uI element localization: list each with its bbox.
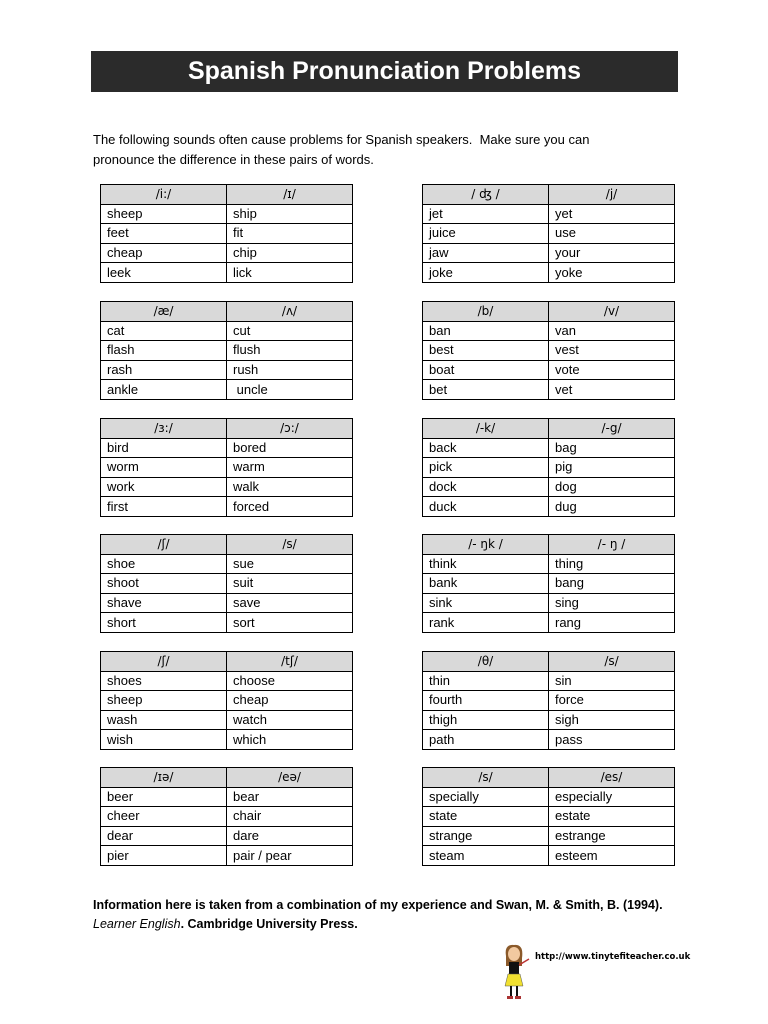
word-cell: state [423, 807, 549, 827]
word-pair-table [422, 651, 675, 750]
table-row [101, 710, 353, 730]
word-cell: pair / pear [227, 846, 353, 866]
table-header-row [101, 652, 353, 672]
table-row [101, 593, 353, 613]
word-cell: shoe [101, 554, 227, 574]
word-cell: bored [227, 438, 353, 458]
table-row [101, 846, 353, 866]
word-cell: your [549, 243, 675, 263]
table-row [101, 574, 353, 594]
word-cell: path [423, 730, 549, 750]
phoneme-header: /ɜ:/ [101, 419, 227, 439]
phoneme-header: /eə/ [227, 768, 353, 788]
word-cell: cheap [101, 243, 227, 263]
word-cell: esteem [549, 846, 675, 866]
page-title: Spanish Pronunciation Problems [91, 51, 678, 92]
website-link[interactable]: http://www.tinytefiteacher.co.uk [535, 952, 691, 962]
word-cell: sing [549, 593, 675, 613]
teacher-figure-logo [500, 942, 532, 1000]
table-header-row [101, 768, 353, 788]
table-header-row [423, 419, 675, 439]
table-row [423, 380, 675, 400]
table-header-row [423, 652, 675, 672]
word-pair-table [422, 418, 675, 517]
table-row [423, 593, 675, 613]
phoneme-header: /i:/ [101, 185, 227, 205]
phoneme-header: /ɔ:/ [227, 419, 353, 439]
citation-line-1: Information here is taken from a combination of my experience and Swan, M. & Smith, B. (1994). [93, 898, 663, 912]
word-cell: best [423, 341, 549, 361]
table-row [101, 613, 353, 633]
word-pair-table [422, 301, 675, 400]
table-row [423, 458, 675, 478]
word-cell: rang [549, 613, 675, 633]
table-row [101, 671, 353, 691]
word-cell: choose [227, 671, 353, 691]
table-row [423, 846, 675, 866]
word-cell: dear [101, 826, 227, 846]
word-cell: lick [227, 263, 353, 283]
phoneme-header: /- ŋk / [423, 535, 549, 555]
word-cell: strange [423, 826, 549, 846]
word-cell: jet [423, 204, 549, 224]
table-row [101, 807, 353, 827]
word-cell: yet [549, 204, 675, 224]
word-cell: shoes [101, 671, 227, 691]
word-pair-table [100, 767, 353, 866]
word-cell: short [101, 613, 227, 633]
table-row [101, 204, 353, 224]
phoneme-header: /j/ [549, 185, 675, 205]
word-cell: dug [549, 497, 675, 517]
word-pair-table [100, 651, 353, 750]
word-cell: thing [549, 554, 675, 574]
word-cell: flash [101, 341, 227, 361]
word-cell: save [227, 593, 353, 613]
word-cell: cat [101, 321, 227, 341]
word-cell: feet [101, 224, 227, 244]
word-cell: warm [227, 458, 353, 478]
word-cell: cut [227, 321, 353, 341]
phoneme-header: /s/ [423, 768, 549, 788]
table-row [101, 730, 353, 750]
word-cell: sigh [549, 710, 675, 730]
word-cell: rash [101, 360, 227, 380]
intro-line-1: The following sounds often cause problems for Spanish speakers. Make sure you can [93, 132, 590, 147]
table-row [423, 224, 675, 244]
word-cell: thin [423, 671, 549, 691]
table-row [101, 380, 353, 400]
word-cell: bag [549, 438, 675, 458]
word-cell: dock [423, 477, 549, 497]
intro-text [93, 130, 693, 170]
word-cell: suit [227, 574, 353, 594]
table-row [423, 730, 675, 750]
word-cell: estate [549, 807, 675, 827]
phoneme-header: /es/ [549, 768, 675, 788]
table-row [101, 438, 353, 458]
table-header-row [101, 535, 353, 555]
table-row [423, 554, 675, 574]
word-cell: think [423, 554, 549, 574]
word-cell: cheap [227, 691, 353, 711]
word-cell: thigh [423, 710, 549, 730]
word-cell: sin [549, 671, 675, 691]
word-cell: pass [549, 730, 675, 750]
phoneme-header: /- ŋ / [549, 535, 675, 555]
word-cell: vote [549, 360, 675, 380]
word-cell: shave [101, 593, 227, 613]
table-row [423, 360, 675, 380]
word-cell: rank [423, 613, 549, 633]
table-header-row [423, 185, 675, 205]
table-row [423, 787, 675, 807]
word-cell: chip [227, 243, 353, 263]
word-cell: force [549, 691, 675, 711]
word-cell: ship [227, 204, 353, 224]
table-row [101, 360, 353, 380]
word-cell: which [227, 730, 353, 750]
word-cell: leek [101, 263, 227, 283]
word-cell: rush [227, 360, 353, 380]
phoneme-header: /æ/ [101, 302, 227, 322]
table-row [423, 204, 675, 224]
word-cell: chair [227, 807, 353, 827]
word-pair-table [422, 767, 675, 866]
word-cell: sue [227, 554, 353, 574]
word-cell: yoke [549, 263, 675, 283]
table-header-row [423, 535, 675, 555]
table-row [423, 477, 675, 497]
word-cell: watch [227, 710, 353, 730]
table-row [423, 243, 675, 263]
word-cell: vet [549, 380, 675, 400]
word-cell: bet [423, 380, 549, 400]
phoneme-header: /ʃ/ [101, 535, 227, 555]
word-cell: flush [227, 341, 353, 361]
phoneme-header: / ʤ / [423, 185, 549, 205]
word-cell: fit [227, 224, 353, 244]
table-row [423, 341, 675, 361]
word-cell: wash [101, 710, 227, 730]
word-cell: wish [101, 730, 227, 750]
word-cell: beer [101, 787, 227, 807]
word-cell: bird [101, 438, 227, 458]
table-row [101, 554, 353, 574]
word-cell: work [101, 477, 227, 497]
word-cell: vest [549, 341, 675, 361]
word-cell: pig [549, 458, 675, 478]
word-cell: use [549, 224, 675, 244]
source-citation [93, 896, 713, 934]
table-header-row [101, 419, 353, 439]
table-row [101, 224, 353, 244]
word-cell: ban [423, 321, 549, 341]
table-header-row [423, 302, 675, 322]
table-row [101, 787, 353, 807]
word-cell: first [101, 497, 227, 517]
table-row [101, 477, 353, 497]
table-row [423, 807, 675, 827]
phoneme-header: /v/ [549, 302, 675, 322]
phoneme-header: /ʃ/ [101, 652, 227, 672]
table-row [101, 263, 353, 283]
table-row [423, 321, 675, 341]
word-cell: jaw [423, 243, 549, 263]
phoneme-header: /-g/ [549, 419, 675, 439]
table-row [423, 671, 675, 691]
word-cell: bank [423, 574, 549, 594]
table-row [101, 691, 353, 711]
word-cell: worm [101, 458, 227, 478]
word-cell: bear [227, 787, 353, 807]
table-row [423, 263, 675, 283]
word-cell: fourth [423, 691, 549, 711]
word-cell: estrange [549, 826, 675, 846]
phoneme-header: /ɪə/ [101, 768, 227, 788]
word-pair-table [100, 301, 353, 400]
table-row [423, 438, 675, 458]
word-cell: shoot [101, 574, 227, 594]
intro-line-2: pronounce the difference in these pairs of words. [93, 152, 374, 167]
word-cell: forced [227, 497, 353, 517]
word-cell: pick [423, 458, 549, 478]
word-cell: duck [423, 497, 549, 517]
word-pair-table [100, 534, 353, 633]
word-cell: specially [423, 787, 549, 807]
word-cell: back [423, 438, 549, 458]
citation-book-title: Learner English [93, 917, 181, 931]
word-cell: steam [423, 846, 549, 866]
word-cell: sheep [101, 691, 227, 711]
phoneme-header: /s/ [227, 535, 353, 555]
word-cell: dog [549, 477, 675, 497]
phoneme-header: /θ/ [423, 652, 549, 672]
table-row [423, 497, 675, 517]
phoneme-header: /b/ [423, 302, 549, 322]
table-row [423, 710, 675, 730]
word-cell: dare [227, 826, 353, 846]
table-row [101, 826, 353, 846]
word-pair-table [422, 534, 675, 633]
phoneme-header: /ʌ/ [227, 302, 353, 322]
word-cell: van [549, 321, 675, 341]
phoneme-header: /s/ [549, 652, 675, 672]
citation-line-2 [93, 915, 713, 934]
phoneme-header: /-k/ [423, 419, 549, 439]
word-cell: sink [423, 593, 549, 613]
word-cell: boat [423, 360, 549, 380]
word-cell: uncle [227, 380, 353, 400]
word-cell: juice [423, 224, 549, 244]
table-row [101, 497, 353, 517]
word-cell: pier [101, 846, 227, 866]
word-cell: sheep [101, 204, 227, 224]
word-cell: walk [227, 477, 353, 497]
word-cell: bang [549, 574, 675, 594]
phoneme-header: /ɪ/ [227, 185, 353, 205]
table-row [423, 826, 675, 846]
phoneme-header: /tʃ/ [227, 652, 353, 672]
table-header-row [101, 302, 353, 322]
word-cell: joke [423, 263, 549, 283]
word-cell: cheer [101, 807, 227, 827]
table-row [423, 691, 675, 711]
word-pair-table [100, 184, 353, 283]
word-cell: ankle [101, 380, 227, 400]
table-row [101, 341, 353, 361]
table-row [423, 574, 675, 594]
word-cell: sort [227, 613, 353, 633]
word-pair-table [100, 418, 353, 517]
table-header-row [423, 768, 675, 788]
word-cell: especially [549, 787, 675, 807]
table-row [101, 458, 353, 478]
table-row [101, 243, 353, 263]
table-row [423, 613, 675, 633]
table-header-row [101, 185, 353, 205]
word-pair-table [422, 184, 675, 283]
citation-publisher: . Cambridge University Press. [180, 917, 358, 931]
table-row [101, 321, 353, 341]
